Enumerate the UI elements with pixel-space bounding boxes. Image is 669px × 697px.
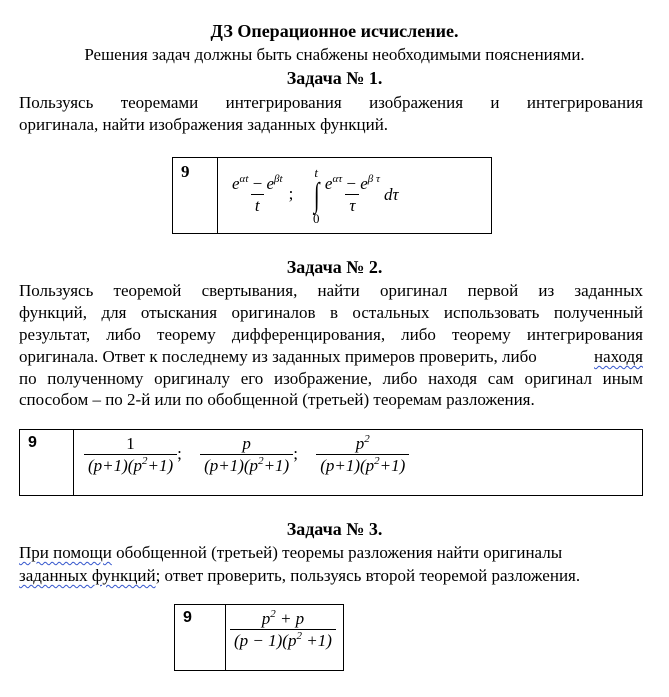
task2-variant-number: 9 — [20, 430, 74, 496]
task2-table — [19, 429, 643, 496]
formula-sup: 2 — [141, 455, 148, 467]
formula-sup: 2 — [270, 608, 276, 620]
formula-text: − — [342, 174, 361, 193]
formula-text: e — [360, 174, 368, 193]
task1-table — [172, 157, 492, 234]
task2-formula-cell — [74, 430, 643, 496]
formula-denominator: (p+1)(p — [320, 456, 375, 475]
formula-sup: αt — [239, 173, 249, 185]
task1-text-line: оригинала, найти изображения заданных функций. — [19, 115, 389, 134]
integral-upper-limit: t — [314, 164, 319, 180]
line-text: обобщенной (третьей) теоремы разложения найти оригиналы — [111, 543, 563, 562]
formula-text: +1) — [301, 631, 332, 650]
task3-table — [174, 604, 344, 671]
formula-numerator: 1 — [126, 434, 135, 453]
formula-text: +1) — [263, 456, 290, 475]
task2-fraction — [200, 434, 312, 475]
formula-separator: ; — [293, 444, 298, 464]
formula-sup: βt — [274, 173, 283, 185]
formula-separator: ; — [288, 184, 294, 204]
task1-fraction-2 — [321, 174, 384, 217]
task1-text-line: Пользуясь теоремами интегрирования изображения и интегрирования — [19, 93, 643, 112]
task3-fraction — [230, 609, 336, 652]
spellcheck-word: заданных функций — [19, 566, 156, 585]
formula-sup: 2 — [296, 630, 302, 642]
task3-text-line — [19, 543, 643, 563]
formula-sup: β τ — [367, 173, 380, 185]
formula-text: + p — [275, 609, 305, 628]
task2-text-line: по полученному оригиналу его изображение, либо находя сам оригинал иным — [19, 369, 643, 388]
task2-text-line: функций, для отыскания оригиналов в остальных использовать полученный — [19, 303, 643, 322]
formula-text: e — [266, 174, 275, 193]
task2-text-line: Пользуясь теоремой свертывания, найти оригинал первой из заданных — [19, 281, 643, 300]
formula-sup: ατ — [332, 173, 343, 185]
task3-variant-number: 9 — [175, 605, 226, 671]
task2-fraction — [316, 433, 409, 475]
task2-text-line: результат, либо теорему дифференцирования, либо теорему интегрирования — [19, 325, 643, 344]
formula-sup: 2 — [258, 455, 264, 467]
task3-heading: Задача № 3. — [286, 519, 383, 539]
task3-formula-cell — [226, 605, 344, 671]
task1-fraction-1 — [228, 174, 287, 217]
formula-text: p — [261, 609, 271, 628]
task2-text-line — [19, 347, 643, 367]
formula-text: +1) — [379, 456, 406, 475]
integral-sign: t ∫ 0 — [312, 164, 320, 226]
formula-denominator: t — [251, 194, 264, 217]
formula-denominator: (p+1)(p — [88, 456, 142, 475]
formula-differential: dτ — [383, 184, 399, 204]
formula-denominator: (p+1)(p — [204, 456, 259, 475]
document-title: ДЗ Операционное исчисление. — [210, 21, 459, 41]
line-text: ; ответ проверить, пользуясь второй теоремой разложения. — [155, 566, 581, 585]
formula-sup: 2 — [374, 455, 380, 467]
formula-separator: ; — [177, 444, 182, 464]
task3-text-line — [19, 566, 643, 586]
document-subtitle: Решения задач должны быть снабжены необходимыми пояснениями. — [84, 45, 585, 64]
integral-lower-limit: 0 — [312, 210, 320, 226]
spellcheck-word: При помощи — [19, 543, 112, 562]
formula-text: − — [248, 174, 267, 193]
task1-heading: Задача № 1. — [286, 68, 383, 88]
formula-sup: 2 — [364, 433, 370, 445]
formula-denominator: (p − 1)(p — [234, 631, 297, 650]
task1-variant-number: 9 — [173, 158, 218, 234]
task2-heading: Задача № 2. — [286, 257, 383, 277]
task1-formula-cell — [218, 158, 492, 234]
formula-text: e — [232, 174, 240, 193]
formula-numerator: p — [242, 434, 251, 453]
formula-text: +1) — [147, 456, 174, 475]
line-text: оригинала. Ответ к последнему из заданных примеров проверить, либо — [19, 347, 537, 366]
formula-denominator: τ — [345, 194, 359, 217]
formula-numerator: p — [355, 434, 365, 453]
task2-fraction — [84, 434, 196, 475]
formula-text: e — [324, 174, 333, 193]
spellcheck-word: находя — [594, 347, 643, 366]
task2-text-line: способом – по 2-й или по обобщенной (третьей) теоремам разложения. — [19, 390, 535, 409]
